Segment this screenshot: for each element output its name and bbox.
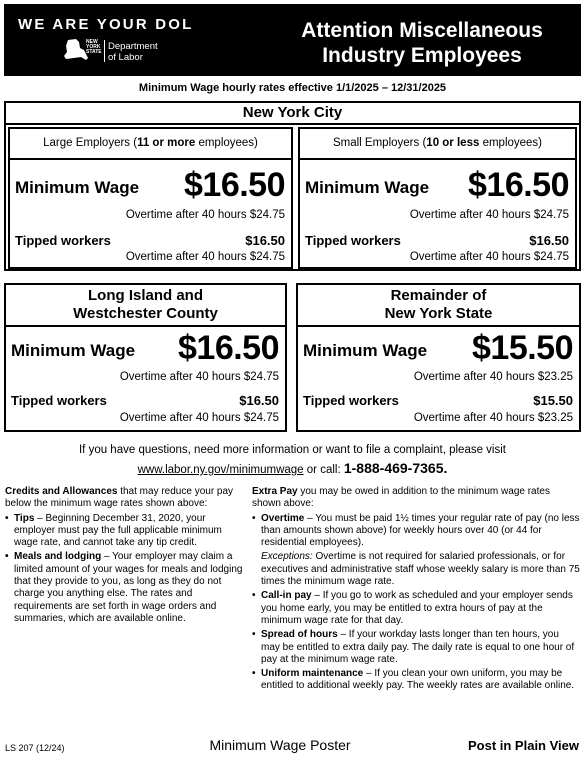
tipped-workers-value: $15.50: [533, 393, 573, 408]
ny-state-wordmark: NEW YORK STATE: [86, 39, 102, 55]
panel-heading: Remainder of New York State: [298, 285, 579, 327]
panel-heading: Small Employers (10 or less employees): [300, 129, 575, 160]
tipped-workers-value: $16.50: [529, 233, 569, 248]
tipped-workers-value: $16.50: [239, 393, 279, 408]
tipped-overtime-rate: Overtime after 40 hours $24.75: [125, 251, 285, 263]
extra-pay-list: [252, 513, 580, 550]
minimum-wage-value: $16.50: [178, 329, 279, 367]
tipped-workers-label: Tipped workers: [11, 393, 107, 408]
complaint-phone-number: 1-888-469-7365.: [343, 460, 448, 476]
nyc-region: [4, 101, 581, 271]
poster-header: [4, 4, 581, 76]
nyc-region-title: New York City: [6, 103, 579, 125]
logo-divider: [104, 40, 105, 62]
nyc-large-employers-panel: [8, 127, 293, 269]
brand-tagline: WE ARE YOUR DOL: [18, 16, 194, 33]
department-of-labor-wordmark: Department of Labor: [108, 41, 158, 63]
list-item: • Meals and lodging – Your employer may claim a limited amount of your wages for meals and lodging that they provide to you, as long as they do not charge you anything else. The rates and requirements are set forth in wage orders and summaries, which are available online.: [5, 551, 245, 625]
credits-allowances-section: Credits and Allowances that may reduce your pay below the minimum wage rates shown above: • Tips – Beginning December 31, 2020, your employer must pay the full applicable minimum wage rate, and cannot take any tip credit. • Meals and lodging – Your employer may claim a limited amount of your wages for meals and lodging that they provide to you, as long as they do not charge you anything else. The rates and requirements are set forth in wage orders and summaries, which are available online.: [5, 486, 245, 627]
post-instruction: Post in Plain View: [467, 738, 579, 753]
minimum-wage-label: Minimum Wage: [15, 178, 140, 197]
overtime-rate: Overtime after 40 hours $23.25: [413, 371, 573, 383]
long-island-westchester-panel: [4, 283, 287, 432]
extra-pay-list-continued: [252, 590, 580, 692]
overtime-exceptions: Exceptions: Overtime is not required for salaried professionals, or for executives and administrative staff whose weekly salary is more than 75 times the minimum wage rate.: [261, 551, 580, 588]
tipped-workers-value: $16.50: [245, 233, 285, 248]
remainder-nys-panel: [296, 283, 581, 432]
nyc-small-employers-panel: [298, 127, 577, 269]
tipped-workers-label: Tipped workers: [15, 233, 111, 248]
effective-dates: Minimum Wage hourly rates effective 1/1/2025 – 12/31/2025: [138, 82, 447, 94]
list-item: • Tips – Beginning December 31, 2020, your employer must pay the full applicable minimum wage rate, and cannot take any tip credit.: [5, 513, 245, 550]
list-item: • Call-in pay – If you go to work as scheduled and your employer sends you home early, you may be entitled to extra hours of pay at the minimum wage rate for that day.: [252, 590, 580, 627]
minimum-wage-link[interactable]: www.labor.ny.gov/minimumwage: [137, 464, 304, 476]
poster-title: Attention Miscellaneous Industry Employees: [301, 19, 543, 67]
credits-list: [5, 513, 245, 626]
minimum-wage-value: $15.50: [472, 329, 573, 367]
list-item: • Spread of hours – If your workday lasts longer than ten hours, you may be entitled to extra daily pay. The daily rate is equal to one hour of pay at the minimum wage rate.: [252, 629, 580, 666]
minimum-wage-label: Minimum Wage: [11, 341, 136, 360]
minimum-wage-label: Minimum Wage: [305, 178, 430, 197]
overtime-rate: Overtime after 40 hours $24.75: [119, 371, 279, 383]
contact-line-1: If you have questions, need more information or want to file a complaint, please visit: [78, 444, 506, 456]
list-item: • Uniform maintenance – If you clean your own uniform, you may be entitled to additional weekly pay. The weekly rates are available online.: [252, 668, 580, 693]
overtime-rate: Overtime after 40 hours $24.75: [125, 209, 285, 221]
extra-pay-section: Extra Pay you may be owed in addition to the minimum wage rates shown above: • Overtime – You must be paid 1½ times your regular rate of pay (no less than amounts shown above) for weekly hours over 40 (or 44 for residential employees). Exceptions: Overtime is not required for salaried professionals, or for executives and administrative staff whose weekly salary is more than 75 times the minimum wage rate. • Call-in pay – If you go to work as scheduled and your employer sends you home early, you may be entitled to extra hours of pay at the minimum wage rate for that day. • Spread of hours – If your workday lasts longer than ten hours, you may be entitled to extra daily pay. The daily rate is equal to one hour of pay at the minimum wage rate. • Uniform maintenance – If you clean your own uniform, you may be entitled to additional weekly pay. The weekly rates are available online.: [252, 486, 580, 695]
contact-line-2: www.labor.ny.gov/minimumwage or call: 1-888-469-7365.: [137, 460, 448, 476]
form-code: LS 207 (12/24): [5, 743, 65, 753]
tipped-workers-label: Tipped workers: [303, 393, 399, 408]
tipped-workers-label: Tipped workers: [305, 233, 401, 248]
tipped-overtime-rate: Overtime after 40 hours $23.25: [413, 412, 573, 424]
tipped-overtime-rate: Overtime after 40 hours $24.75: [119, 412, 279, 424]
minimum-wage-value: $16.50: [468, 166, 569, 204]
overtime-rate: Overtime after 40 hours $24.75: [409, 209, 569, 221]
tipped-overtime-rate: Overtime after 40 hours $24.75: [409, 251, 569, 263]
panel-heading: Long Island and Westchester County: [6, 285, 285, 327]
panel-heading: Large Employers (11 or more employees): [10, 129, 291, 160]
list-item: • Overtime – You must be paid 1½ times your regular rate of pay (no less than amounts shown above) for weekly hours over 40 (or 44 for residential employees).: [252, 513, 580, 550]
poster-name: Minimum Wage Poster: [209, 737, 351, 753]
minimum-wage-label: Minimum Wage: [303, 341, 428, 360]
minimum-wage-value: $16.50: [184, 166, 285, 204]
